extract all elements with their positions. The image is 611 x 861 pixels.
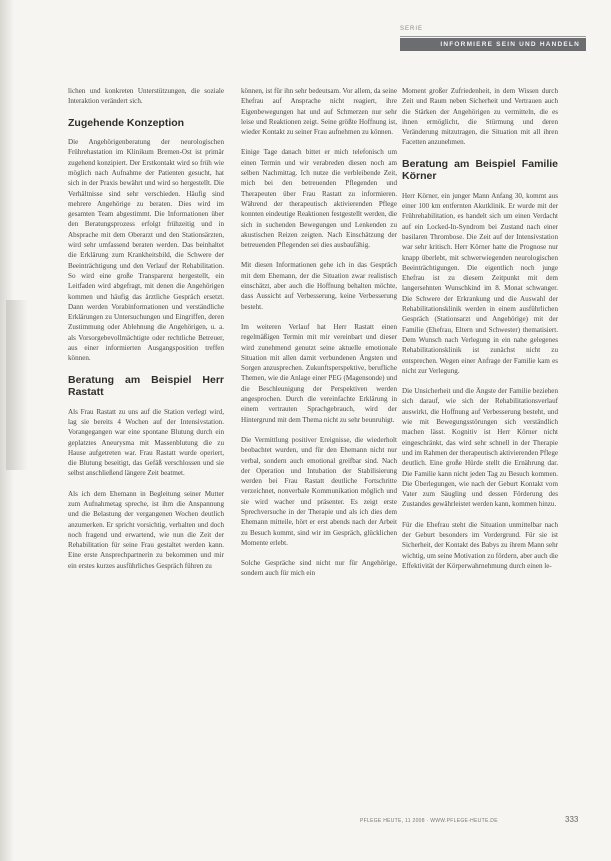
text-column-2: [241, 86, 397, 589]
thumb-shadow: [6, 300, 28, 470]
paragraph: Für die Ehefrau steht die Situation unmittelbar nach der Geburt besonders im Vordergrund. Für sie ist Sicherheit, der Kontakt des Babys zu ihrem Mann sehr wichtig, um seine Motivation zu fördern, aber auch die Effektivität der Körperwahrnehmung durch einen le-: [402, 520, 559, 570]
paragraph: Im weiteren Verlauf hat Herr Rastatt einen regelmäßigen Termin mit mir vereinbart und dieser wird zunehmend genutzt seine aktuelle emotionale Situation mit allen damit verbundenen Ängsten und Sorgen anzusprechen. Zukunftsperspektive, berufliche Themen, wie die Anlage einer PEG (Magensonde) und die Beschleunigung der Perspektiven werden angesprochen. Durch die vereinfachte Erklärung in einem vertrauten Sprachgebrauch, wird der Hintergrund mit dem Thema nicht zu sehr beunruhigt.: [241, 322, 397, 424]
section-heading: Beratung am Beispiel Herr Rastatt: [68, 373, 224, 399]
text-column-3: [402, 86, 558, 581]
section-title-bar: INFORMIERE SEIN UND HANDELN: [400, 38, 586, 51]
paragraph: Moment großer Zufriedenheit, in dem Wissen durch Zeit und Raum neben Sicherheit und Vertrauen auch die Stärken der Angehörigen zu vermitteln, die es ihnen ermöglicht, die Stürmung und deren Veränderung mitzutragen, die Situation mit all ihren Facetten anzunehmen.: [402, 87, 558, 147]
paragraph: können, ist für ihn sehr bedeutsam. Vor allem, da seine Ehefrau auf Ansprache nicht reagiert, ihre Eigenbewegungen hat und auf Schmerzen nur sehr leise und Reaktionen zeigt. Seine größte Hoffnung ist, wieder Kontakt zu seiner Frau aufnehmen zu können.: [241, 87, 397, 137]
paragraph: Als ich dem Ehemann in Begleitung seiner Mutter zum Aufnahmetag spreche, ist ihm die Anspannung und die Belastung der vergangenen Wochen deutlich anzumerken. Er spricht vorsichtig, verhalten und doch noch fragend und erwartend, wie nun die Zeit der Rehabilitation für seine Frau gestaltet werden kann. Eine erste Ansprechpartnerin zu bekommen und mir ein erstes kurzes ausführliches Gespräch führen zu: [68, 489, 224, 570]
series-tag: SERIE: [400, 26, 424, 32]
paragraph: Mit diesen Informationen gehe ich in das Gespräch mit dem Ehemann, der die Situation zwar realistisch einschätzt, aber auch die Hoffnung behalten möchte, dass Aussicht auf Verbesserung, keine Verbesserung besteht.: [241, 261, 397, 311]
paragraph: Die Unsicherheit und die Ängste der Familie beziehen sich darauf, wie sich der Rehabilitationsverlauf auswirkt, die Hoffnung auf Verbesserung besteht, und wie mit Bewegungsstörungen sich verständlich machen lässt. Kognitiv ist Herr Körner nicht eingeschränkt, das wird sehr schnell in der Therapie und im Rahmen der therapeutisch aktivierenden Pflege deutlich. Eine große Hürde stellt die Ernährung dar. Die Familie kann nicht jeden Tag zu Besuch kommen. Die Überlegungen, wie nach der Geburt Kontakt vom Vater zum Säugling und dessen Förderung des Zustandes gewährleistet werden kann, kommen hinzu.: [402, 387, 559, 509]
journal-footer: PFLEGE HEUTE, 11 2008 · WWW.PFLEGE-HEUTE.DE: [360, 818, 498, 824]
paragraph: Herr Körner, ein junger Mann Anfang 30, kommt aus einer 100 km entfernten Akutklinik. Er wurde mit der Frührehabilitation, es handelt sich um einen Verdacht auf ein Locked-In-Syndrom bei Zustand nach einer basilaren Thrombose. Die Zeit auf der Intensivstation war sehr kritisch. Herr Körner hatte die Prognose nur knapp überlebt, mit schwerwiegenden neurologischen Beeinträchtigungen. Die eigentlich noch junge Ehefrau ist zu diesem Zeitpunkt mit dem langersehnten Wunschkind im 8. Monat schwanger. Die Schwere der Erkrankung und die Auswahl der Rehabilitationsklinik werden in einem ausführlichen Gespräch (Stationsarzt und Angehörige) mit der Familie (Ehefrau, Eltern und Schwester) thematisiert. Dem Wunsch nach Verlegung in ein nahe gelegenes Rehabilitationsklinik ist zunächst nicht zu entsprechen. Wegen einer Anfrage der Familie kam es nicht zur Verlegung.: [402, 191, 558, 375]
page-number: 333: [565, 815, 579, 824]
section-heading: Beratung am Beispiel Familie Körner: [402, 157, 558, 183]
header-rule: [400, 36, 586, 37]
text-column-1: [68, 86, 224, 581]
paragraph: Einige Tage danach bittet er mich telefonisch um einen Termin und wir verabreden diesen noch am selben Nachmittag. Ich nutze die verbleibende Zeit, mich bei den betreuenden Pflegenden und Therapeuten über Frau Rastatt zu informieren. Während der therapeutisch aktivierenden Pflege konnten eindeutige Reaktionen festgestellt werden, die sich in suchenden Bewegungen und Lenkenden zu akustischen Reizen zeigten. Nach Einschätzung der betreuenden Pflegenden sei dies ausbaufähig.: [241, 148, 397, 250]
paragraph: Als Frau Rastatt zu uns auf die Station verlegt wird, lag sie bereits 4 Wochen auf der Intensivstation. Vorangegangen war eine spontane Blutung durch ein geplatztes Aneurysma mit Massenblutung die zu Hause aufgetreten war. Frau Rastatt wurde operiert, die Blutung beseitigt, das Gefäß verschlossen und sie selbst anschließend längere Zeit beatmet.: [68, 407, 224, 478]
paragraph: Die Angehörigenberatung der neurologischen Frührehastation im Klinikum Bremen-Ost ist primär zugehend konzipiert. Der Erstkontakt wird so früh wie möglich nach Aufnahme der Patienten gesucht, hat sich in der Praxis bewährt und wird so hergestellt. Die Verhältnisse sind sehr verschieden. Häufig sind mehrere Angehörige zu beraten. Dies wird im gesamten Team abgestimmt. Die Informationen über den Beratungsprozess erfolgt frühzeitig und in Absprache mit dem Oberarzt und den Stationsärzten, wird sehr umfassend beraten werden. Das beinhaltet die Erklärung zum Krankheitsbild, die Schwere der Beeinträchtigung und den Verlauf der Rehabilitation. So wird eine große Transparenz hergestellt, ein Leitfaden wird abgefragt, mit denen die Angehörigen kommen und häufig das ärztliche Gespräch ersetzt. Dann werden Vorabinformationen und verständliche Erklärungen zu Untersuchungen und Eingriffen, deren Zustimmung oder Ablehnung die Angehörigen, u. a. als Vorsorgebevollmächtigte oder rechtliche Betreuer, aus einer informierten Ausgangsposition treffen können.: [68, 138, 224, 363]
paragraph: Solche Gespräche sind nicht nur für Angehörige, sondern auch für mich ein: [241, 559, 397, 578]
section-heading: Zugehende Konzeption: [68, 116, 185, 129]
paragraph: lichen und konkreten Unterstützungen, die soziale Interaktion verändert sich.: [68, 87, 224, 106]
paragraph: Die Vermittlung positiver Ereignisse, die wiederholt beobachtet wurden, und für den Ehemann nicht nur verbal, sondern auch emotional greifbar sind. Nach der Operation und Intubation der Stabilisierung werden bei Frau Rastatt deutliche Fortschritte verzeichnet, nonverbale Kommunikation möglich und sie wird wacher und präsenter. Es zeigt erste Sprechversuche in der Therapie und als ich dies dem Ehemann mitteile, hört er erst abends nach der Arbeit zu Besuch kommt, sind wir im Gespräch, glücklichen Momente erlebt.: [241, 435, 397, 547]
